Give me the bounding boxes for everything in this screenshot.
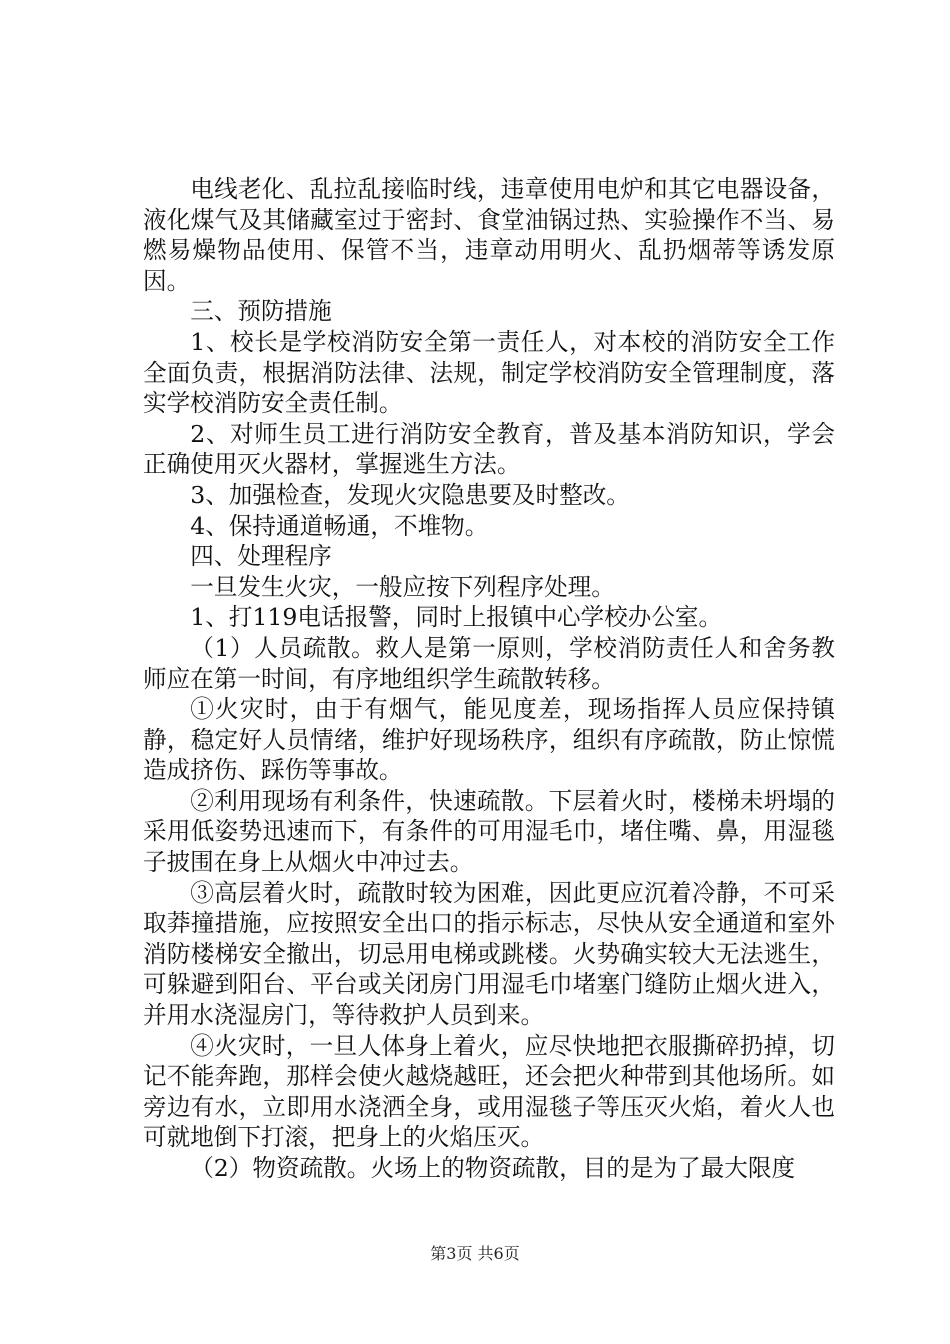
paragraph-prevention-3: 3、加强检查，发现火灾隐患要及时整改。	[190, 480, 630, 509]
paragraph-causes: 电线老化、乱拉乱接临时线，违章使用电炉和其它电器设备，液化煤气及其储藏室过于密封、食堂油锅过热、实验操作不当、易燃易燥物品使用、保管不当，违章动用明火、乱扔烟蒂等诱发原因。	[143, 175, 835, 295]
page-footer: 第3页 共6页	[430, 1244, 520, 1263]
paragraph-procedure-1: 1、打119电话报警，同时上报镇中心学校办公室。	[190, 603, 723, 632]
paragraph-prevention-1: 1、校长是学校消防安全第一责任人，对本校的消防安全工作全面负责，根据消防法律、法规，制定学校消防安全管理制度，落实学校消防安全责任制。	[143, 327, 835, 418]
heading-prevention: 三、预防措施	[190, 297, 332, 326]
paragraph-item-1: ①火灾时，由于有烟气，能见度差，现场指挥人员应保持镇静，稳定好人员情绪，维护好现场秩序，组织有序疏散，防止惊慌造成挤伤、踩伤等事故。	[143, 695, 835, 785]
paragraph-prevention-4: 4、保持通道畅通，不堆物。	[190, 511, 489, 540]
document-body	[143, 174, 835, 1184]
paragraph-prevention-2: 2、对师生员工进行消防安全教育，普及基本消防知识，学会正确使用灭火器材，掌握逃生方法。	[143, 419, 835, 479]
paragraph-procedure-intro: 一旦发生火灾，一般应按下列程序处理。	[190, 572, 615, 601]
paragraph-item-4: ④火灾时，一旦人体身上着火，应尽快地把衣服撕碎扔掉，切记不能奔跑，那样会使火越烧越旺，还会把火种带到其他场所。如旁边有水，立即用水浇洒全身，或用湿毯子等压灭火焰，着火人也可就地倒下打滚，把身上的火焰压灭。	[143, 1031, 835, 1152]
paragraph-item-3: ③高层着火时，疏散时较为困难，因此更应沉着冷静，不可采取莽撞措施，应按照安全出口的指示标志，尽快从安全通道和室外消防楼梯安全撤出，切忌用电梯或跳楼。火势确实较大无法逃生，可躲避到阳台、平台或关闭房门用湿毛巾堵塞门缝防止烟火进入，并用水浇湿房门，等待救护人员到来。	[143, 878, 835, 1030]
paragraph-item-2: ②利用现场有利条件，快速疏散。下层着火时，楼梯未坍塌的采用低姿势迅速而下，有条件的可用湿毛巾，堵住嘴、鼻，用湿毯子披围在身上从烟火中冲过去。	[143, 786, 835, 877]
heading-procedure: 四、处理程序	[190, 542, 332, 571]
paragraph-material-evacuation: （2）物资疏散。火场上的物资疏散，目的是为了最大限度	[190, 1154, 796, 1182]
paragraph-personnel-evacuation: （1）人员疏散。救人是第一原则，学校消防责任人和舍务教师应在第一时间，有序地组织学生疏散转移。	[143, 633, 835, 693]
